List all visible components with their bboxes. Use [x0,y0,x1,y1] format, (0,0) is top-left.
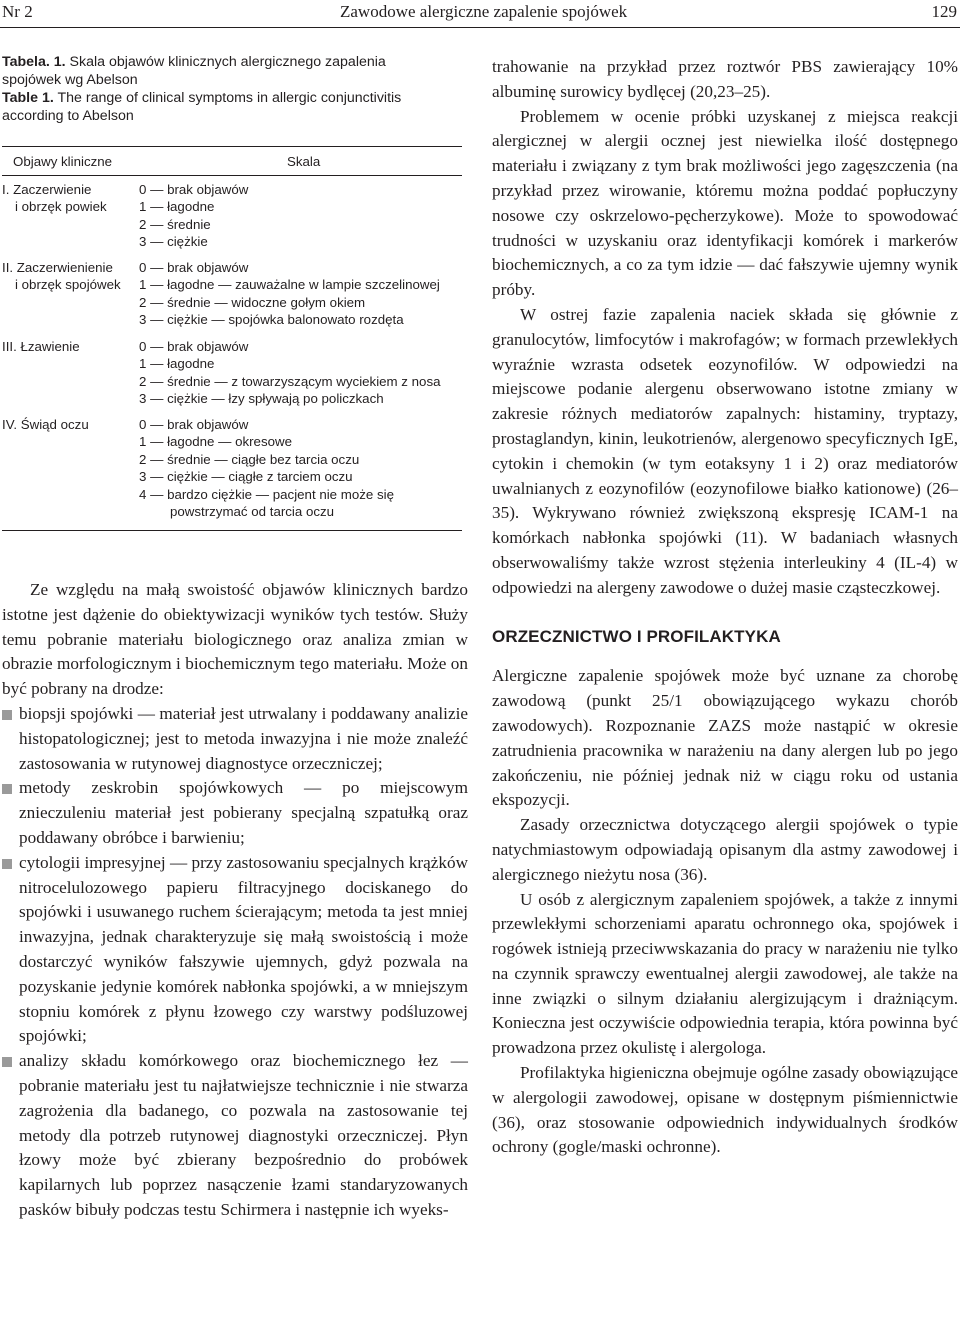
list-item-text: metody zeskrobin spojówkowych — po miejscowym znieczuleniu materiał jest pobierany specjalną szpatułką oraz poddawany obróbce i barwieniu; [19,778,468,847]
table-category [2,259,142,294]
table-scale-line: 3 — ciężkie [139,234,208,250]
table-caption [2,53,462,125]
table-scale-line: 1 — łagodne [139,199,215,215]
list-item [2,851,468,1049]
running-header [0,0,960,26]
list-item-text: biopsji spojówki — materiał jest utrwalany i poddawany analizie histopatologicznej; jest to metoda inwazyjna i nie może znaleźć zastosowania w rutynowej diagnostyce orzeczniczej; [19,703,468,773]
page-label: Nr 2 [2,2,33,21]
paragraph: W ostrej fazie zapalenia naciek składa się głównie z granulocytów, limfocytów i makrofagów; w formach przewlekłych wyraźnie wzrasta odsetek eozynofilów. W odpowiedzi na miejscowe podanie alergenu obserwowano istotne zmiany w zakresie różnych mediatorów zapalnych: histaminy, tryptazy, prostaglandyn, kinin, leukotrienów, alergenowo specyficznych IgE, cytokin i chemokin (w tym eotaksyny 1 i 2) oraz mediatorów uwalnianych z eozynofilów (eozynofilowe białko kationowe) (26–35). Wykrywano również zwiększoną ekspresję ICAM-1 na komórkach nabłonka spojówki (11). W badaniach własnych obserwowaliśmy także wzrost stężenia interleukiny 4 (IL-4) w odpowiedzi na alergeny zawodowe o dużej masie cząsteczkowej. [492,304,958,597]
sampling-methods-list [2,702,468,1223]
table-category-line: i obrzęk spojówek [15,277,121,293]
intro-paragraph: Ze względu na małą swoistość objawów klinicznych bardzo istotne jest dążenie do obiektywizacji wyników tych testów. Służy temu pobranie materiału biologicznego oraz analiza zmian w obrazie morfologicznym i biochemicznym tego materiału. Może on być pobrany na drodze: [2,580,468,699]
table-scale-line: 2 — średnie [139,216,211,232]
table-category [2,416,142,433]
table-scale-line: 0 — brak objawów [139,260,249,275]
bullet-square-icon [2,710,12,720]
table-scale-line: 3 — ciężkie — ciągłe z tarciem oczu [139,469,353,485]
table-scale-line: 1 — łagodne [139,356,215,372]
paragraph: Profilaktyka higieniczna obejmuje ogólne zasady obowiązujące w alergologii zawodowej, opisane w dostępnym piśmiennictwie (36), oraz stosowanie odpowiednich indywidualnych środków ochrony (gogle/maski ochronne). [492,1063,958,1157]
caption-pl-line1 [2,53,462,71]
table-category [2,181,142,216]
caption-pl-label: Tabela. 1. [2,54,66,70]
table-scale-line: 0 — brak objawów [139,417,249,432]
caption-en-line1 [2,89,462,107]
table-scale-line: 1 — łagodne — okresowe [139,434,292,450]
table-scale-line: 0 — brak objawów [139,182,249,197]
list-item [2,776,468,850]
section-heading: ORZECZNICTWO I PROFILAKTYKA [492,626,781,646]
table-category-line: i obrzęk powiek [15,199,107,215]
paragraph: U osób z alergicznym zapaleniem spojówek, a także z innymi przewlekłymi schorzeniami aparatu ochronnego oka, spojówek i rogówek istnieją przeciwwskazania do pracy w narażeniu nie tylko na czynnik sprawczy ewentualnej alergii zawodowej, ale także na inne związki o silnym działaniu alergizującym i drażniącym. Konieczna jest oczywiście odpowiednia terapia, która powinna być prowadzona przez okulistę i alergologa. [492,889,958,1058]
journal-title: Zawodowe alergiczne zapalenie spojówek [340,2,628,21]
table-category-line: III. Łzawienie [2,339,80,354]
bullet-square-icon [2,1057,12,1067]
caption-pl-line2: spojówek wg Abelson [2,72,138,88]
left-column [2,578,468,1223]
page-number: 129 [931,2,957,21]
caption-en-text1: The range of clinical symptoms in allergic conjunctivitis [53,90,402,106]
table-scale-line: powstrzymać od tarcia oczu [170,504,335,520]
table-header-symptoms: Objawy kliniczne [13,154,113,169]
table-category [2,338,142,355]
list-item-text: analizy składu komórkowego oraz biochemicznego łez — pobranie materiału jest tu najłatwiejsze technicznie i nie stwarza zagrożenia dla badanego, co pozwala na zastosowanie tej metody dla potrzeb rutynowej diagnostyki orzeczniczej. Płyn łzowy może być zbierany bezpośrednio do probówek kapilarnych lub poprzez nasączenie łzami standaryzowanych pasków bibuły podczas testu Schirmera i następnie ich wyeks- [19,1051,468,1219]
table-scale-line: 3 — ciężkie — spojówka balonowato rozdęta [139,312,404,328]
caption-pl-text1: Skala objawów klinicznych alergicznego zapalenia [65,54,386,70]
table-scale [139,416,474,520]
list-item-text: cytologii impresyjnej — przy zastosowaniu specjalnych krążków nitrocelulozowego papieru filtracyjnego dociskanego do spojówki i usuwanego ruchem ścierającym; metoda ta jest mniej inwazyjna, jednak charakteryzuje się małą swoistością i może dostarczyć wyników fałszywie ujemnych, gdyż pozwala na pozyskanie jedynie komórek nabłonka spojówki, a w mniejszym stopniu komórek z płynu łzowego czy warstwy podśluzowej spojówki; [19,852,468,1046]
table-scale [139,259,474,329]
bullet-square-icon [2,784,12,794]
table-scale-line: 1 — łagodne — zauważalne w lampie szczelinowej [139,277,440,293]
right-column [492,55,958,1160]
table-category-line: I. Zaczerwienie [2,182,92,197]
table-scale-line: 4 — bardzo ciężkie — pacjent nie może się [139,486,394,502]
table-category-line: IV. Świąd oczu [2,417,89,432]
table-scale-line: 3 — ciężkie — łzy spływają po policzkach [139,391,384,407]
table-top-rule [2,146,462,147]
table-scale [139,338,474,408]
caption-en-line2: according to Abelson [2,108,134,124]
table-header-rule [2,175,462,176]
table-scale-line: 2 — średnie — z towarzyszącym wyciekiem z nosa [139,373,441,389]
table-category-line: II. Zaczerwienienie [2,260,113,275]
paragraph: trahowanie na przykład przez roztwór PBS zawierający 10% albuminę surowicy bydlęcej (20,23–25). [492,57,958,101]
paragraph: Zasady orzecznictwa dotyczącego alergii spojówek o typie natychmiastowym odpowiadają opisanym dla astmy zawodowej i alergicznego nieżytu nosa (36). [492,815,958,884]
paragraph: Alergiczne zapalenie spojówek może być uznane za chorobę zawodową (punkt 25/1 obowiązującego wykazu chorób zawodowych). Rozpoznanie ZAZS może nastąpić w okresie zatrudnienia pracownika w narażeniu na dany alergen lub po jego zakończeniu, nie później jednak niż w ciągu roku od ustania ekspozycji. [492,666,958,810]
header-rule [0,27,960,28]
table-bottom-rule [2,530,462,531]
table-scale [139,181,474,251]
paragraph: Problemem w ocenie próbki uzyskanej z miejsca reakcji alergicznej w alergii ocznej jest niewielka ilość dostępnego materiału i związany z tym brak możliwości jego zagęszczenia (na przykład przez wirowanie, któremu można poddać popłuczyny nosowe czy oskrzelowo-pęcherzykowe). Może to spowodować trudności w uzyskaniu oraz identyfikacji komórek i markerów biochemicznych, a co za tym idzie — dać fałszywie ujemny wynik próby. [492,106,958,300]
table-scale-line: 0 — brak objawów [139,339,249,354]
table-scale-line: 2 — średnie — widoczne gołym okiem [139,294,366,310]
bullet-square-icon [2,859,12,869]
table-header-scale: Skala [287,154,321,169]
table-scale-line: 2 — średnie — ciągłe bez tarcia oczu [139,451,360,467]
caption-en-label: Table 1. [2,90,54,106]
list-item [2,1049,468,1223]
list-item [2,702,468,776]
